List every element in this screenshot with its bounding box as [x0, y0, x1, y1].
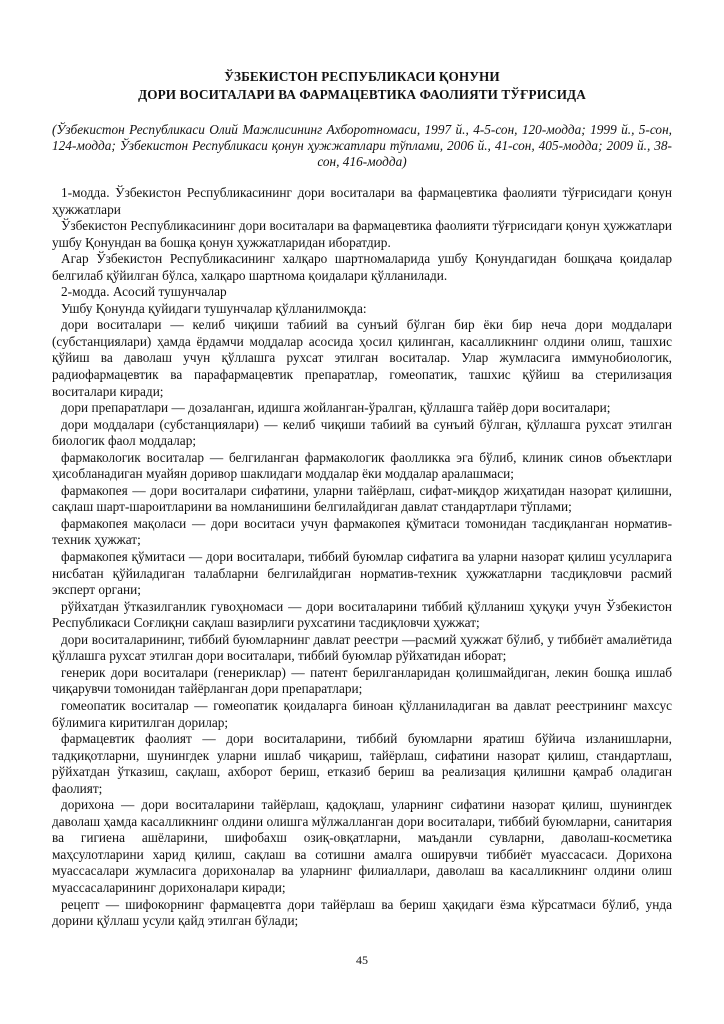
- law-title: [60, 68, 664, 104]
- definition-paragraph: гомеопатик воситалар — гомеопатик қоидаларга биноан қўлланиладиган ва давлат реестрининг махсус бўлимига киритилган дорилар;: [52, 697, 672, 730]
- title-line-1: ЎЗБЕКИСТОН РЕСПУБЛИКАСИ ҚОНУНИ: [224, 69, 500, 84]
- page-number: 45: [356, 953, 368, 967]
- paragraph: Ушбу Қонунда қуйидаги тушунчалар қўлланилмоқда:: [61, 300, 367, 316]
- article-1-heading: 1-модда. Ўзбекистон Республикасининг дори воситалари ва фармацевтика фаолияти тўғрисидаги қонун ҳужжатлари: [52, 185, 672, 217]
- title-line-2: ДОРИ ВОСИТАЛАРИ ВА ФАРМАЦЕВТИКА ФАОЛИЯТИ ТЎҒРИСИДА: [138, 87, 586, 102]
- source-citation: (Ўзбекистон Республикаси Олий Мажлисининг Ахборотномаси, 1997 й., 4-5-сон, 120-модда; 1999 й., 5-сон, 124-модда; Ўзбекистон Республикаси қонун ҳужжатлари тўплами, 2006 й., 41-сон, 405-модда; 2009 й., 38-сон, 416-модда): [52, 122, 672, 170]
- definition-paragraph: рецепт — шифокорнинг фармацевтга дори тайёрлаш ва бериш ҳақидаги ёзма кўрсатмаси бўлиб, унда дорини қўллаш усули қайд этилган бўлади;: [52, 896, 672, 929]
- definition-paragraph: фармакопея қўмитаси — дори воситалари, тиббий буюмлар сифатига ва уларни назорат қилиш усулларига нисбатан қўйиладиган талабларни белгилайдиган норматив-техник ҳужжатларни тасдиқловчи расмий эксперт органи;: [52, 549, 672, 598]
- law-body: [52, 185, 672, 930]
- definition-paragraph: фармакологик воситалар — белгиланган фармакологик фаолликка эга бўлиб, клиник синов объектлари ҳисобланадиган муайян доривор шаклидаги моддалар ёки моддалар аралашмаси;: [52, 449, 672, 482]
- definition-paragraph: дори моддалари (субстанциялари) — келиб чиқиши табиий ва сунъий бўлган, қўллашга рухсат этилган биологик фаол моддалар;: [52, 416, 672, 449]
- definition-paragraph: дори препаратлари — дозаланган, идишга жойланган-ўралган, қўллашга тайёр дори воситалари;: [61, 400, 611, 416]
- definition-paragraph: фармакопея — дори воситалари сифатини, уларни тайёрлаш, сифат-миқдор жиҳатидан назорат қилишни, сақлаш шарт-шароитларини ва номланишини белгилайдиган давлат стандартлари тўплами;: [52, 482, 672, 515]
- definition-paragraph: генерик дори воситалари (генериклар) — патент берилганларидан қолишмайдиган, лекин бошқа ишлаб чиқарувчи томонидан тайёрланган дори препаратлари;: [52, 664, 672, 697]
- definition-paragraph: дори воситаларининг, тиббий буюмларнинг давлат реестри —расмий ҳужжат бўлиб, у тиббиёт амалиётида қўллашга рухсат этилган дори воситалари, тиббий буюмлар рўйхатидан иборат;: [52, 631, 672, 664]
- definition-paragraph: фармакопея мақоласи — дори воситаси учун фармакопея қўмитаси томонидан тасдиқланган норматив-техник ҳужжат;: [52, 515, 672, 548]
- definition-paragraph: фармацевтик фаолият — дори воситаларини, тиббий буюмларни яратиш бўйича изланишларни, тадқиқотларни, шунингдек уларни ишлаб чиқариш, тайёрлаш, сифатини назорат қилиш, стандартлаш, рўйхатдан ўтказиш, сақлаш, ахборот бериш, етказиб бериш ва реализация қилишни қамраб оладиган фаолият;: [52, 731, 672, 796]
- definition-paragraph: рўйхатдан ўтказилганлик гувоҳномаси — дори воситаларини тиббий қўлланиш ҳуқуқи учун Ўзбекистон Республикаси Соғлиқни сақлаш вазирлиги рухсатини тасдиқловчи ҳужжат;: [52, 598, 672, 631]
- paragraph: Ўзбекистон Республикасининг дори воситалари ва фармацевтика фаолияти тўғрисидаги қонун ҳужжатлари ушбу Қонундан ва бошқа қонун ҳужжатларидан иборатдир.: [52, 218, 672, 250]
- paragraph: Агар Ўзбекистон Республикасининг халқаро шартномаларида ушбу Қонундагидан бошқача қоидалар белгилаб қўйилган бўлса, халқаро шартнома қоидалари қўлланилади.: [52, 251, 672, 283]
- definition-paragraph: дори воситалари — келиб чиқиши табиий ва сунъий бўлган бир ёки бир неча дори моддалари (субстанциялари) ҳамда ёрдамчи моддалар асосида ҳосил қилинган, касалликнинг олдини олиш, ташхис қўйиш ва даволаш учун қўллашга рухсат этилган воситалар. Улар жумласига иммунобиологик, радиофармацевтик ва парафармацевтик препаратлар, гомеопатик, ташхис қўйиш ва стерилизация воситалари киради;: [52, 317, 672, 399]
- article-2-heading: 2-модда. Асосий тушунчалар: [61, 284, 227, 300]
- definition-paragraph: дорихона — дори воситаларини тайёрлаш, қадоқлаш, уларнинг сифатини назорат қилиш, шунингдек даволаш ҳамда касалликнинг олдини олишга мўлжалланган дори воситалари, тиббий буюмларни, санитария ва гигиена ашёларини, шифобахш озиқ-овқатларни, маъданли сувларни, даволаш-косметика маҳсулотларини харид қилиш, сақлаш ва сотишни амалга оширувчи тиббиёт муассасаси. Дорихона муассасалари жумласига дорихоналар ва уларнинг филиаллари, даволаш ва касалликнинг олдини олиш муассасаларининг дорихоналари киради;: [52, 797, 672, 895]
